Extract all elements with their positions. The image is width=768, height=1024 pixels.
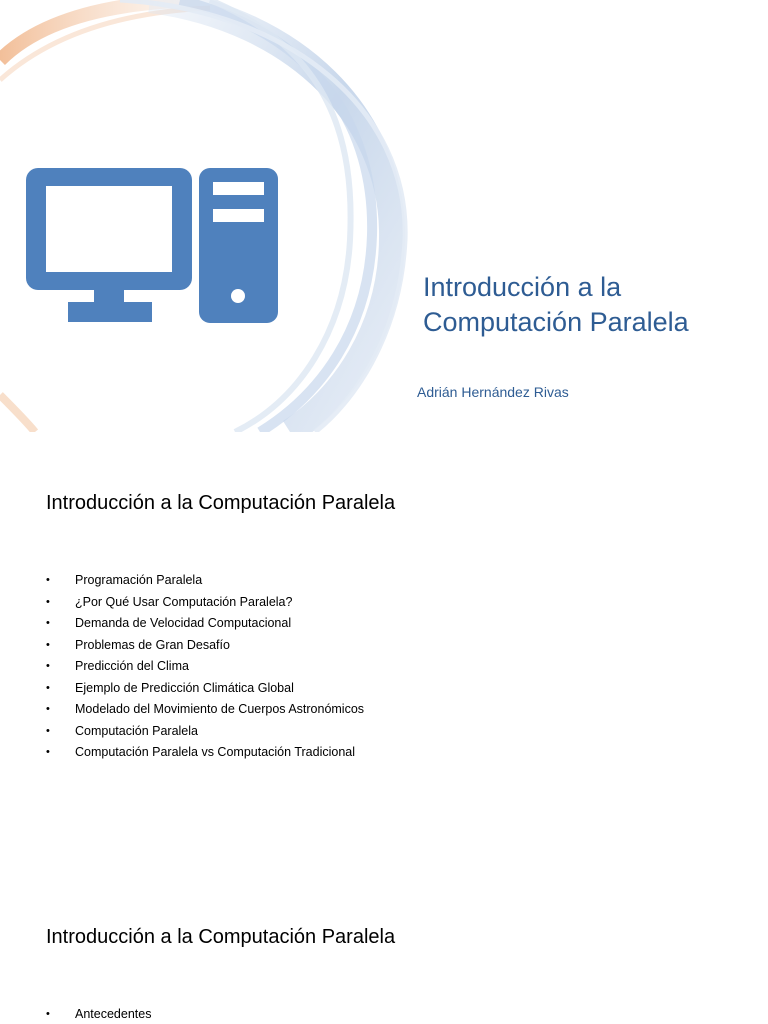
agenda-slide <box>0 432 768 864</box>
bullet-point-icon: • <box>46 1008 50 1020</box>
list-item-label: Antecedentes <box>75 1007 152 1021</box>
title-slide <box>0 0 768 432</box>
author-name: Adrián Hernández Rivas <box>417 384 569 400</box>
bullet-point-icon: • <box>46 681 50 694</box>
bullet-point-icon: • <box>46 617 50 629</box>
slide-heading: Introducción a la Computación Paralela <box>46 926 396 948</box>
title-line: Computación Paralela <box>423 307 689 337</box>
bullet-point-icon: • <box>46 724 50 737</box>
list-item-label: Ejemplo de Predicción Climática Global <box>75 680 294 695</box>
list-item-label: Computación Paralela vs Computación Tradicional <box>75 745 356 759</box>
bullet-point-icon: • <box>46 660 50 672</box>
bullet-point-icon: • <box>46 638 50 651</box>
list-item-label: Programación Paralela <box>75 573 203 587</box>
list-item-label: Computación Paralela <box>75 723 198 738</box>
list-item-label: Predicción del Clima <box>75 659 189 673</box>
presentation-title <box>423 270 753 340</box>
bullet-point-icon: • <box>46 595 50 608</box>
desktop-computer-icon <box>26 168 278 324</box>
antecedents-slide <box>0 864 768 1024</box>
title-line: Introducción a la <box>423 272 622 302</box>
list-item-label: Problemas de Gran Desafío <box>75 637 230 652</box>
list-item-label: Modelado del Movimiento de Cuerpos Astronómicos <box>75 702 365 716</box>
slide-heading: Introducción a la Computación Paralela <box>46 492 396 514</box>
bullet-point-icon: • <box>46 746 50 758</box>
bullet-point-icon: • <box>46 703 50 715</box>
bullet-point-icon: • <box>46 574 50 586</box>
list-item-label: Demanda de Velocidad Computacional <box>75 616 292 630</box>
list-item-label: ¿Por Qué Usar Computación Paralela? <box>75 594 293 609</box>
